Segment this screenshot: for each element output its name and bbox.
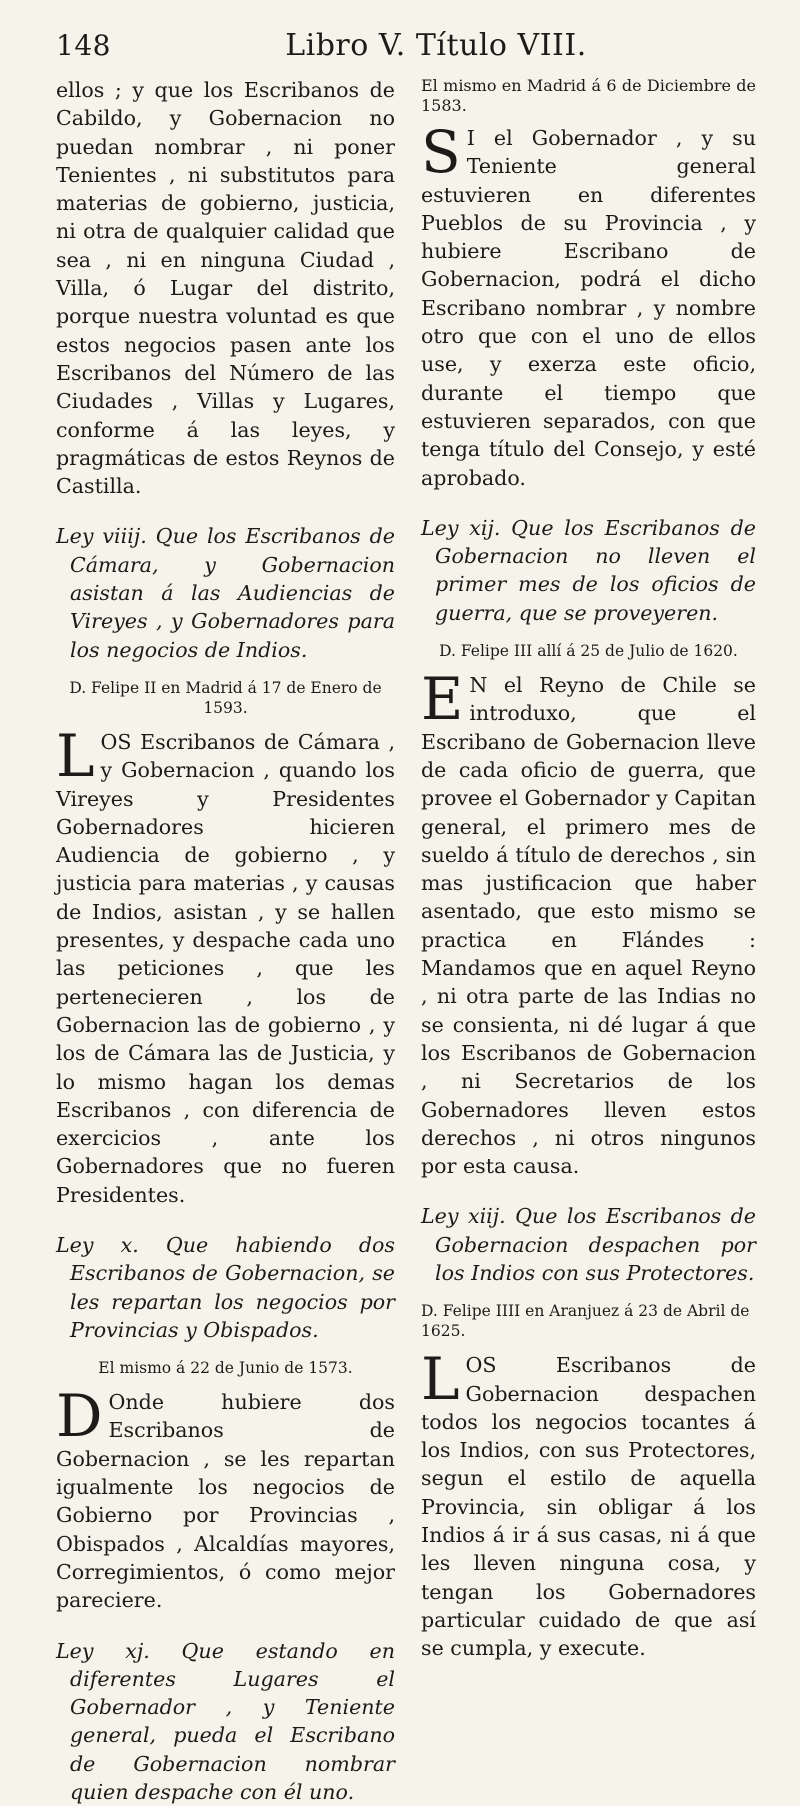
ley-13-text: OS Escribanos de Gobernacion despachen todos los negocios tocantes á los Indios, con sus Protectores, segun el estilo de aquella Provincia, sin obligar á los Indios á ir á sus casas, ni á que les lleven ninguna cosa, y tengan los Gobernadores particular cuidado de que así se cumpla, y execute. bbox=[421, 1353, 756, 1661]
ley-9-text-block bbox=[56, 721, 395, 1209]
ley-10-date: El mismo á 22 de Junio de 1573. bbox=[98, 1359, 353, 1378]
running-header bbox=[56, 28, 756, 72]
drop-cap: S bbox=[421, 118, 461, 186]
ley-11-text-block bbox=[421, 118, 756, 492]
ley-10-title: Ley x. Que habiendo dos Escribanos de Gobernacion, se les repartan los negocios por Provincias y Obispados. bbox=[56, 1232, 395, 1342]
left-column bbox=[56, 76, 395, 1806]
ley-10-text-block bbox=[56, 1382, 395, 1614]
continued-paragraph: ellos ; y que los Escribanos de Cabildo, y Gobernacion no puedan nombrar , ni poner Tenientes , ni substitutos para materias de gobierno, justicia, ni otra de qualquier calidad que sea , ni en ninguna Ciudad , Villa, ó Lugar del distrito, porque nuestra voluntad es que estos negocios pasen ante los Escribanos del Número de las Ciudades , Villas y Lugares, conforme á las leyes, y pragmáticas de estos Reynos de Castilla. bbox=[56, 78, 395, 499]
running-title: Libro V. Título VIII. bbox=[285, 28, 587, 63]
ley-12-text-block bbox=[421, 665, 756, 1180]
right-column bbox=[421, 76, 756, 1806]
drop-cap: D bbox=[56, 1382, 103, 1451]
ley-9-text: OS Escribanos de Cámara , y Gobernacion , quando los Vireyes y Presidentes Gobernadores hicieren Audiencia de gobierno , y justicia para materias , y causas de Indios, asistan , y se hallen presentes, y despache cada uno las peticiones , que les pertenecieren , los de Gobernacion las de gobierno , y los de Cámara las de Justicia, y lo mismo hagan los demas Escribanos , con diferencia de exercicios , ante los Gobernadores que no fueren Presidentes. bbox=[56, 729, 395, 1207]
ley-12-title: Ley xij. Que los Escribanos de Gobernacion no lleven el primer mes de los oficios de guerra, que se proveyeren. bbox=[421, 515, 756, 625]
drop-cap: L bbox=[56, 721, 95, 790]
ley-13-title: Ley xiij. Que los Escribanos de Gobernacion despachen por los Indios con sus Protectores. bbox=[421, 1204, 756, 1285]
ley-10-text: Onde hubiere dos Escribanos de Gobernacion , se les repartan igualmente los negocios de Gobierno por Provincias , Obispados , Alcaldías mayores, Corregimientos, ó como mejor pareciere. bbox=[56, 1390, 395, 1613]
ley-13-date: D. Felipe IIII en Aranjuez á 23 de Abril de 1625. bbox=[421, 1302, 750, 1341]
drop-cap: E bbox=[421, 665, 464, 734]
ley-9-date: D. Felipe II en Madrid á 17 de Enero de 1593. bbox=[69, 678, 382, 717]
ley-11-date: El mismo en Madrid á 6 de Diciembre de 1583. bbox=[421, 76, 756, 115]
two-column-body bbox=[56, 76, 756, 1806]
ley-11-title: Ley xj. Que estando en diferentes Lugares el Gobernador , y Teniente general, pueda el Escribano de Gobernacion nombrar quien despache con él uno. bbox=[56, 1638, 395, 1805]
page-number: 148 bbox=[56, 29, 111, 62]
ley-13-text-block bbox=[421, 1345, 756, 1662]
drop-cap: L bbox=[421, 1345, 460, 1414]
ley-11-text: I el Gobernador , y su Teniente general estuvieren en diferentes Pueblos de su Provincia , y hubiere Escribano de Gobernacion, podrá el dicho Escribano nombrar , y nombre otro que con el uno de ellos use, y exerza este oficio, durante el tiempo que estuvieren separados, con que tenga título del Consejo, y esté aprobado. bbox=[421, 126, 756, 490]
ley-12-date: D. Felipe III allí á 25 de Julio de 1620. bbox=[439, 642, 738, 661]
ley-12-text: N el Reyno de Chile se introduxo, que el Escribano de Gobernacion lleve de cada oficio de guerra, que provee el Gobernador y Capitan general, el primero mes de sueldo á título de derechos , sin mas justificacion que haber asentado, que esto mismo se practica en Flándes : Mandamos que en aquel Reyno , ni otra parte de las Indias no se consienta, ni dé lugar á que los Escribanos de Gobernacion , ni Secretarios de los Gobernadores lleven estos derechos , ni otros ningunos por esta causa. bbox=[421, 673, 756, 1179]
ley-9-title: Ley viiij. Que los Escribanos de Cámara, y Gobernacion asistan á las Audiencias de Vireyes , y Gobernadores para los negocios de Indios. bbox=[56, 524, 395, 662]
